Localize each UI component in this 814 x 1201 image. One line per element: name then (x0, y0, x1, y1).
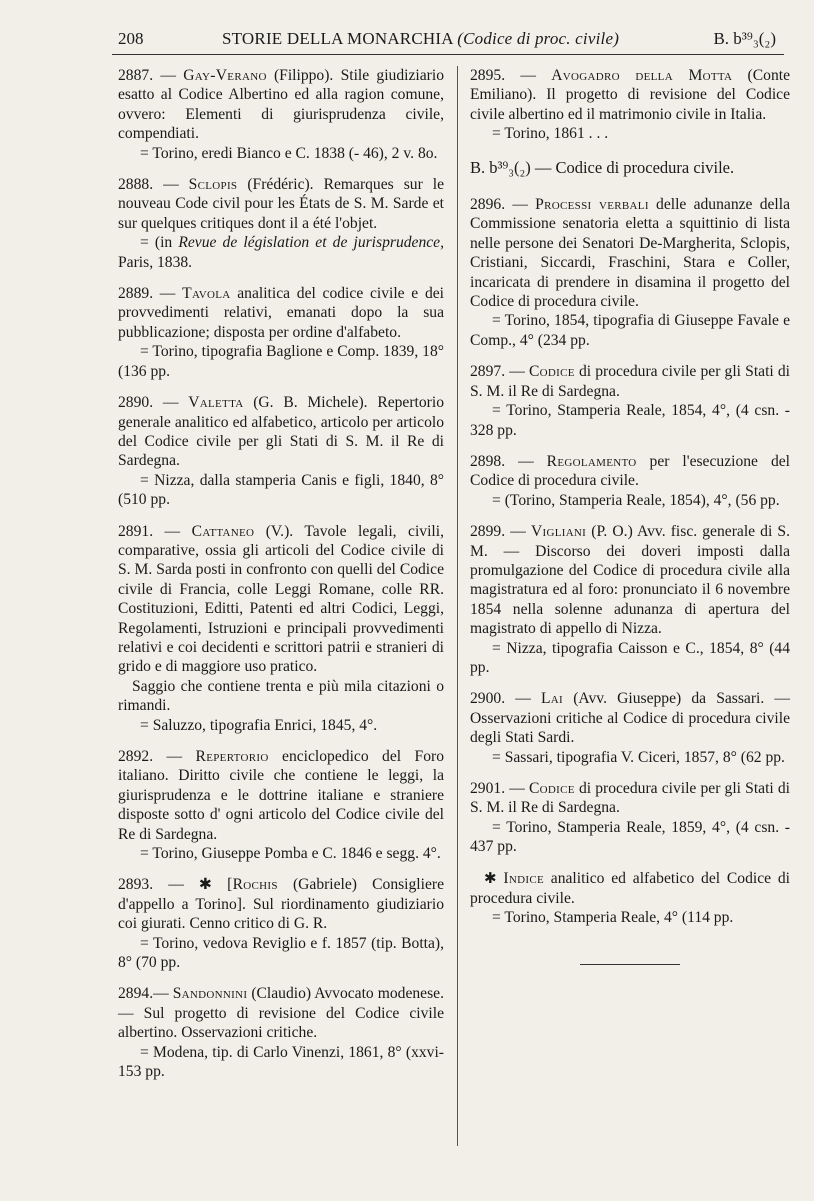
end-rule (580, 964, 680, 965)
entry-imprint: = (Torino, Stamperia Reale, 1854), 4°, (56 pp. (492, 491, 780, 509)
entry-number: 2893. — ✱ (118, 876, 212, 894)
entry-number: 2895. — (470, 67, 536, 84)
entry-text: (Conte Emiliano). Il progetto di revisione del Codice civile albertino ed il matrimonio civile in Italia. (470, 67, 790, 123)
running-header (112, 26, 784, 55)
entry-text: (Claudio) Avvocato modenese. — Sul progetto di revisione del Codice civile albertino. Osservazioni critiche. (118, 985, 444, 1042)
section-heading-code: B. b³⁹₃(₂) — (470, 157, 552, 177)
entry-number: 2899. — (470, 523, 526, 541)
entry-number: 2901. — (470, 780, 525, 797)
entry-author: Codice (528, 363, 575, 381)
entry-imprint: = Torino, tipografia Baglione e Comp. 1839, 18° (136 pp. (118, 343, 444, 380)
entry-text: (Filippo). Stile giudiziario esatto al Codice Albertino ed alla ragion comune, ovvero: Elementi di giurisprudenza civile, compendiati. (118, 67, 444, 143)
entry-number: 2890. — (118, 394, 179, 412)
entry-author: Lai (540, 690, 564, 708)
entry-2899 (470, 522, 790, 677)
entry-2894 (118, 984, 444, 1081)
entry-author: Sclopis (188, 176, 238, 194)
entry-author: Regolamento (546, 452, 637, 470)
entry-imprint (118, 233, 444, 272)
entry-number: 2897. — (470, 363, 525, 381)
entry-number: 2894.— (118, 985, 169, 1003)
entry-2893 (118, 875, 444, 972)
entry-text: di procedura civile per gli Stati di S. M. il Re di Sardegna. (470, 780, 791, 817)
entry-2898 (470, 452, 790, 510)
entry-2890 (118, 393, 444, 509)
entry-author: Indice (503, 869, 544, 887)
entry-2887 (118, 66, 444, 163)
entry-text-continued: Saggio che contiene trenta e più mila citazioni o rimandi. (118, 677, 444, 715)
entry-imprint: = Nizza, tipografia Caisson e C., 1854, 8° (44 pp. (470, 639, 790, 676)
entry-text: delle adunanze della Commissione senatoria eletta a squittinio di lista nelle persone dei Senatori De-Margherita, Sclopis, Cristiani, Siccardi, Fraschini, Stara e Coller, incaricata di prendere in disamina il progetto del Codice di procedura civile. (470, 196, 791, 311)
page-number: 208 (118, 29, 144, 48)
entry-imprint: = Torino, eredi Bianco e C. 1838 (- 46), 2 v. 8o. (140, 144, 438, 162)
entry-2891 (118, 522, 444, 735)
entry-imprint: = Nizza, dalla stamperia Canis e figli, 1840, 8° (510 pp. (118, 471, 444, 509)
entry-author: [Rochis (227, 876, 278, 894)
entry-imprint: = Saluzzo, tipografia Enrici, 1845, 4°. (140, 716, 378, 734)
entry-text: di procedura civile per gli Stati di S. M. il Re di Sardegna. (470, 363, 791, 400)
imprint-post: Paris, 1838. (118, 253, 193, 271)
entry-imprint: = Sassari, tipografia V. Ciceri, 1857, 8° (62 pp. (492, 748, 785, 766)
entry-number: 2887. — (118, 67, 176, 84)
entry-text: (P. O.) Avv. fisc. generale di S. M. — Discorso dei doveri imposti dalla promulgazione del Codice di procedura civile alla magistratura ed al foro: pronunciato il 6 novembre 1854 nella solenne adunanza di apertura del magistrato di appello di Nizza. (470, 523, 791, 638)
running-title-italic: (Codice di proc. civile) (457, 29, 620, 48)
entry-text: enciclopedico del Foro italiano. Diritto civile che contiene le leggi, la giurisprudenza e le dottrine italiane e straniere disposte sotto d' ogni articolo del Codice civile del Re di Sardegna. (118, 748, 444, 843)
entry-author: Avogadro della Motta (551, 67, 733, 84)
entry-author: Codice (528, 780, 575, 797)
entry-author: Gay-Verano (183, 67, 267, 84)
entry-text: analitica del codice civile e dei provvedimenti relativi, emanati dopo la sua pubblicazione; disposta per ordine d'alfabeto. (118, 285, 444, 341)
entry-text: (Avv. Giuseppe) da Sassari. — Osservazioni critiche al Codice di procedura civile degli Stati Sardi. (470, 690, 791, 747)
running-title (222, 29, 619, 49)
entry-number: 2900. — (470, 690, 531, 708)
entry-author: Cattaneo (191, 522, 255, 540)
entry-author: Vigliani (530, 523, 587, 541)
entry-2889 (118, 284, 444, 381)
running-title-caps: STORIE DELLA MONARCHIA (222, 29, 453, 48)
entry-2897 (470, 362, 790, 440)
entry-imprint: = Modena, tip. di Carlo Vinenzi, 1861, 8° (xxvi-153 pp. (118, 1043, 444, 1081)
imprint-pre: = (in (140, 234, 173, 252)
entry-author: Processi verbali (535, 196, 649, 214)
section-heading-title: Codice di procedura civile. (555, 157, 735, 177)
left-column (118, 66, 444, 1094)
entry-text: (Gabriele) Consigliere d'appello a Torino]. Sul riordinamento giudiziario coi giurati. Cenno critico di G. R. (118, 876, 445, 933)
entry-author: Tavola (182, 285, 231, 303)
entry-imprint: = Torino, 1854, tipografia di Giuseppe Favale e Comp., 4° (234 pp. (470, 312, 790, 349)
imprint-journal: Revue de législation et de jurisprudence, (178, 234, 445, 252)
entry-2901 (470, 779, 790, 857)
entry-text: (Frédéric). Remarques sur le nouveau Code civil pour les États de S. M. Sarde et sur quelques critiques dont il a été l'objet. (118, 176, 445, 232)
column-divider (457, 66, 458, 1146)
entry-number: 2898. — (470, 452, 534, 470)
entry-2900 (470, 689, 790, 767)
section-heading (470, 158, 790, 177)
entry-text: per l'esecuzione del Codice di procedura civile. (470, 452, 790, 490)
entry-number: 2891. — (118, 522, 181, 540)
entry-2892 (118, 747, 444, 863)
entry-number: 2888. — (118, 176, 179, 194)
entry-text: analitico ed alfabetico del Codice di procedura civile. (470, 869, 790, 908)
entry-author: Valetta (188, 394, 244, 412)
entry-text: (G. B. Michele). Repertorio generale analitico ed alfabetico, articolo per articolo del Codice civile per gli Stati di S. M. il Re di Sardegna. (118, 394, 445, 470)
entry-imprint: = Torino, vedova Reviglio e f. 1857 (tip. Botta), 8° (70 pp. (118, 934, 444, 972)
entry-imprint: = Torino, Stamperia Reale, 1854, 4°, (4 csn. - 328 pp. (470, 402, 790, 439)
right-column (470, 66, 790, 965)
entry-author: Repertorio (195, 748, 269, 765)
entry-imprint: = Torino, 1861 . . . (492, 125, 609, 143)
entry-indice (470, 869, 790, 928)
entry-number: 2896. — (470, 196, 528, 214)
entry-author: Sandonnini (172, 985, 248, 1003)
entry-number: 2889. — (118, 285, 176, 303)
entry-imprint: = Torino, Giuseppe Pomba e C. 1846 e segg. 4°. (140, 845, 441, 863)
entry-imprint: = Torino, Stamperia Reale, 1859, 4°, (4 csn. - 437 pp. (470, 818, 790, 856)
section-code: B. b³⁹₃(₂) (713, 29, 776, 48)
entry-2895 (470, 66, 790, 144)
entry-imprint: = Torino, Stamperia Reale, 4° (114 pp. (492, 909, 734, 927)
asterisk-icon: ✱ (484, 870, 497, 887)
entry-text: (V.). Tavole legali, civili, comparative, ossia gli articoli del Codice civile di S. M. Sarda posti in confronto con quelli del Codice civile di Francia, colle Leggi Romane, colle RR. Costituzioni, Editti, Patenti ed altri Codici, Leggi, Regolamenti, Istruzioni e principali provvedimenti relativi e coi decidenti e scrittori patrii e stranieri di grido e di maggiore uso pratico. (118, 522, 444, 676)
entry-2896 (470, 195, 790, 350)
entry-2888 (118, 175, 444, 272)
entry-number: 2892. — (118, 748, 183, 765)
